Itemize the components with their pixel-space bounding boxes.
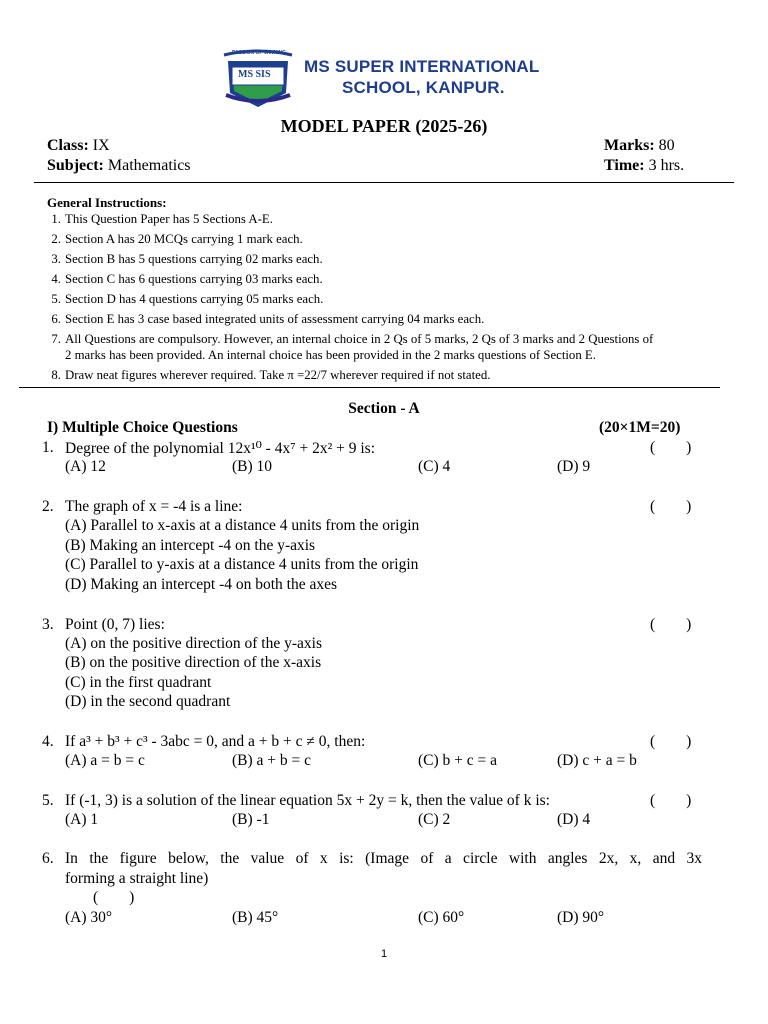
instruction-number: 6. xyxy=(51,312,61,326)
time-line xyxy=(604,157,684,175)
marks-line xyxy=(604,137,675,155)
instruction-number: 8. xyxy=(51,368,61,382)
question-text: If (-1, 3) is a solution of the linear equation 5x + 2y = k, then the value of k is: xyxy=(65,792,550,809)
question-text: The graph of x = -4 is a line: xyxy=(65,498,243,515)
instruction-number: 5. xyxy=(51,292,61,306)
option: (D) 4 xyxy=(557,811,591,828)
answer-box: ( ) xyxy=(650,616,692,633)
option: (B) 45° xyxy=(232,909,279,926)
question-text: Degree of the polynomial 12x¹⁰ - 4x⁷ + 2x² + 9 is: xyxy=(65,440,376,457)
logo-badge-text: MS SIS xyxy=(238,69,271,80)
option: (C) b + c = a xyxy=(418,752,498,769)
answer-box: ( ) xyxy=(650,792,692,809)
section-marks: (20×1M=20) xyxy=(599,419,681,436)
question-text: In the figure below, the value of x is: (Image of a circle with angles 2x, x, and 3x xyxy=(65,850,702,867)
instruction-text: Section D has 4 questions carrying 05 marks each. xyxy=(65,292,324,306)
logo-motto: PASSION OF WINNING xyxy=(232,50,287,56)
time-label: Time: xyxy=(604,157,645,174)
instruction-text: Section E has 3 case based integrated units of assessment carrying 04 marks each. xyxy=(65,312,485,326)
question-number: 6. xyxy=(42,850,54,867)
option: (A) Parallel to x-axis at a distance 4 units from the origin xyxy=(65,517,420,534)
instructions-heading: General Instructions: xyxy=(47,195,167,210)
option: (A) on the positive direction of the y-axis xyxy=(65,635,322,652)
option: (B) a + b = c xyxy=(232,752,312,769)
answer-box: ( ) xyxy=(650,733,692,750)
subject-value: Mathematics xyxy=(107,157,191,174)
question-text-continued: forming a straight line) xyxy=(65,870,209,887)
option: (D) 9 xyxy=(557,458,591,475)
option: (A) a = b = c xyxy=(65,752,145,769)
instruction-number: 1. xyxy=(51,212,61,226)
paper-title: MODEL PAPER (2025-26) xyxy=(280,116,488,136)
instruction-number: 3. xyxy=(51,252,61,266)
time-value: 3 hrs. xyxy=(648,157,685,174)
section-title: Section - A xyxy=(348,400,420,417)
instructions-list xyxy=(48,211,728,386)
marks-label: Marks: xyxy=(604,137,655,154)
option: (A) 12 xyxy=(65,458,106,475)
school-crest-icon xyxy=(218,49,298,111)
option: (B) -1 xyxy=(232,811,270,828)
subject-line xyxy=(47,157,191,175)
question-number: 4. xyxy=(42,733,54,750)
question-number: 5. xyxy=(42,792,54,809)
option: (C) 2 xyxy=(418,811,451,828)
instruction-text: This Question Paper has 5 Sections A-E. xyxy=(65,212,273,226)
answer-box: ( ) xyxy=(650,498,692,515)
instructions-divider xyxy=(19,387,720,388)
question-number: 3. xyxy=(42,616,54,633)
question-number: 1. xyxy=(42,439,54,456)
answer-box: ( ) xyxy=(93,889,135,906)
option: (A) 30° xyxy=(65,909,113,926)
instruction-text: Section C has 6 questions carrying 03 marks each. xyxy=(65,272,323,286)
option: (C) 60° xyxy=(418,909,465,926)
question-text: If a³ + b³ + c³ - 3abc = 0, and a + b + c ≠ 0, then: xyxy=(65,733,366,750)
answer-box: ( ) xyxy=(650,439,692,456)
class-value: IX xyxy=(92,137,110,154)
subject-label: Subject: xyxy=(47,157,104,174)
option: (D) 90° xyxy=(557,909,605,926)
option: (B) Making an intercept -4 on the y-axis xyxy=(65,537,316,554)
page-number: 1 xyxy=(380,948,388,960)
question-number: 2. xyxy=(42,498,54,515)
instruction-number: 2. xyxy=(51,232,61,246)
header-divider xyxy=(34,182,734,183)
instruction-text: All Questions are compulsory. However, an internal choice in 2 Qs of 5 marks, 2 Qs of 3 marks and 2 Questions of xyxy=(65,332,654,346)
option: (D) c + a = b xyxy=(557,752,637,769)
option: (C) in the first quadrant xyxy=(65,674,212,691)
option: (B) on the positive direction of the x-axis xyxy=(65,654,322,671)
option: (D) Making an intercept -4 on both the axes xyxy=(65,576,338,593)
school-name-line1: MS SUPER INTERNATIONAL xyxy=(304,57,540,76)
class-label: Class: xyxy=(47,137,89,154)
class-line xyxy=(47,137,110,155)
instruction-text: Section B has 5 questions carrying 02 marks each. xyxy=(65,252,323,266)
instruction-number: 4. xyxy=(51,272,61,286)
instruction-text: Section A has 20 MCQs carrying 1 mark each. xyxy=(65,232,303,246)
instruction-text: 2 marks has been provided. An internal choice has been provided in the 2 marks questions of Section E. xyxy=(65,348,596,362)
option: (D) in the second quadrant xyxy=(65,693,231,710)
instruction-text: Draw neat figures wherever required. Take π =22/7 wherever required if not stated. xyxy=(65,368,491,382)
question-text: Point (0, 7) lies: xyxy=(65,616,165,633)
option: (A) 1 xyxy=(65,811,99,828)
option: (C) Parallel to y-axis at a distance 4 units from the origin xyxy=(65,556,419,573)
section-subtitle: I) Multiple Choice Questions xyxy=(47,419,238,436)
option: (C) 4 xyxy=(418,458,451,475)
marks-value: 80 xyxy=(658,137,675,154)
school-name-line2: SCHOOL, KANPUR. xyxy=(342,78,505,97)
option: (B) 10 xyxy=(232,458,273,475)
school-logo-banner xyxy=(218,49,553,111)
instruction-number: 7. xyxy=(51,332,61,346)
